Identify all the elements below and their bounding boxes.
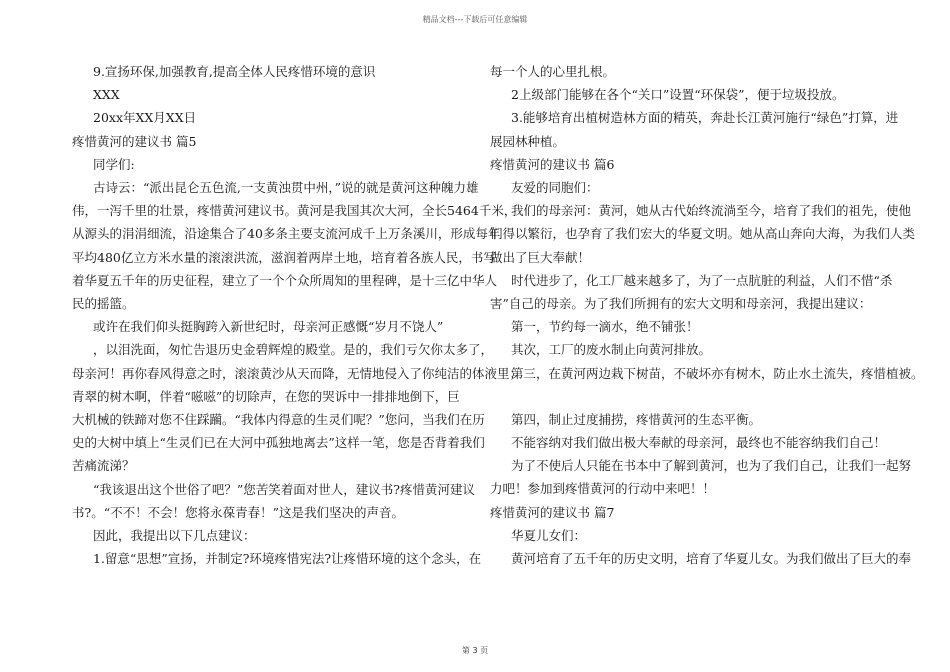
text-line: 害”自己的母亲。为了我们所拥有的宏大文明和母亲河，我提出建议： — [490, 296, 872, 312]
left-column — [72, 60, 523, 570]
text-line: 我们的母亲河：黄河，她从古代始终流淌至今，培育了我们的祖先，使他 — [511, 203, 912, 219]
text-line: “我该退出这个世俗了吧？”您苦笑着面对世人，建议书?疼惜黄河建议 — [93, 481, 475, 497]
text-line: 黄河培育了五千年的历史文明，培育了华夏儿女。为我们做出了巨大的奉 — [511, 551, 912, 567]
text-line: 平均480亿立方米水量的滚滚洪流，滋润着两岸土地，培育着各族人民，书写 — [72, 249, 496, 265]
text-line: XXX — [93, 87, 120, 103]
text-line: ，以泪洗面，匆忙告退历史金碧辉煌的殿堂。是的，我们亏欠你太多了， — [93, 342, 494, 358]
text-line: 第四，制止过度捕捞，疼惜黄河的生态平衡。 — [511, 411, 762, 427]
text-line: 同学们: — [93, 156, 135, 172]
text-line: 其次，工厂的废水制止向黄河排放。 — [511, 342, 712, 358]
text-line: 或许在我们仰头挺胸跨入新世纪时，母亲河正感慨“岁月不饶人” — [93, 319, 444, 335]
text-line: 9.宣扬环保,加强教育,提高全体人民疼惜环境的意识 — [93, 64, 376, 79]
text-line: 力吧！参加到疼惜黄河的行动中来吧！！ — [490, 481, 716, 497]
text-line: 从源头的涓涓细流，沿途集合了40多条主要支流河成千上万条溪川，形成每年 — [72, 226, 501, 242]
text-line: 古诗云：“派出昆仑五色流,一支黄浊贯中州，”说的就是黄河这种魄力雄 — [93, 180, 479, 196]
text-line: 华夏儿女们： — [511, 527, 587, 543]
text-line: 因此，我提出以下几点建议： — [93, 528, 256, 544]
text-line: 们得以繁衍，也孕育了我们宏大的华夏文明。她从高山奔向大海，为我们人类 — [490, 226, 916, 242]
text-line: 疼惜黄河的建议书 篇7 — [490, 504, 615, 520]
right-column — [490, 60, 924, 570]
text-line: 第一，节约每一滴水，绝不铺张！ — [511, 319, 699, 335]
text-line: 史的大树中填上“生灵们已在大河中孤独地离去”这样一笔，您是否背着我们 — [72, 435, 485, 451]
text-line: 20xx年XX月XX日 — [93, 110, 197, 126]
text-line: 友爱的同胞们： — [511, 180, 599, 196]
text-line: 3.能够培育出植树造林方面的精英，奔赴长江黄河施行“绿色”打算，进 — [511, 110, 899, 126]
text-line: 不能容纳对我们做出极大奉献的母亲河，最终也不能容纳我们自己！ — [511, 435, 887, 451]
text-line: 做出了巨大奉献！ — [490, 249, 591, 265]
text-line: 大机械的铁蹄对您不住踩躏。“我体内得意的生灵们呢？”您问，当我们在历 — [72, 412, 485, 428]
page-number: 第 3 页 — [461, 646, 489, 655]
text-line: 母亲河！再你春风得意之时，滚滚黄沙从天而降，无情地侵入了你纯洁的体液里； — [72, 365, 523, 381]
text-line: 第三，在黄河两边栽下树苗，不破坏亦有树木，防止水土流失，疼惜植被。 — [511, 365, 924, 381]
text-line: 疼惜黄河的建议书 篇6 — [490, 156, 615, 172]
text-line: 2上级部门能够在各个“关口”设置“环保袋”，便于垃圾投放。 — [511, 87, 845, 103]
text-line: 书?。“不不！不会！您将永葆青春！”这是我们坚决的声音。 — [72, 504, 404, 520]
text-line: 1.留意“思想”宣扬，并制定?环境疼惜宪法?让疼惜环境的这个念头，在 — [93, 551, 482, 567]
text-line: 时代进步了，化工厂越来越多了，为了一点肮脏的利益，人们不惜“杀 — [511, 272, 893, 288]
text-line: 青翠的树木啊，伴着“嗞嗞”的切除声，在您的哭诉中一排排地倒下，巨 — [72, 388, 460, 404]
text-line: 展园林种植。 — [490, 133, 566, 149]
text-line: 伟，一泻千里的壮景，疼惜黄河建议书。黄河是我国其次大河，全长5464千米， — [72, 203, 517, 219]
paragraph-gap — [490, 385, 890, 408]
text-line: 民的摇篮。 — [72, 296, 135, 312]
text-line: 疼惜黄河的建议书 篇5 — [72, 133, 197, 149]
page-header: 精品文档---下载后可任意编辑 — [422, 15, 528, 24]
text-line: 为了不使后人只能在书本中了解到黄河，也为了我们自己，让我们一起努 — [511, 458, 912, 474]
text-line: 苦痛流涕？ — [72, 458, 135, 474]
text-line: 每一个人的心里扎根。 — [490, 64, 616, 79]
text-line: 着华夏五千年的历史征程，建立了一个个众所周知的里程碑，是十三亿中华人 — [72, 272, 498, 288]
